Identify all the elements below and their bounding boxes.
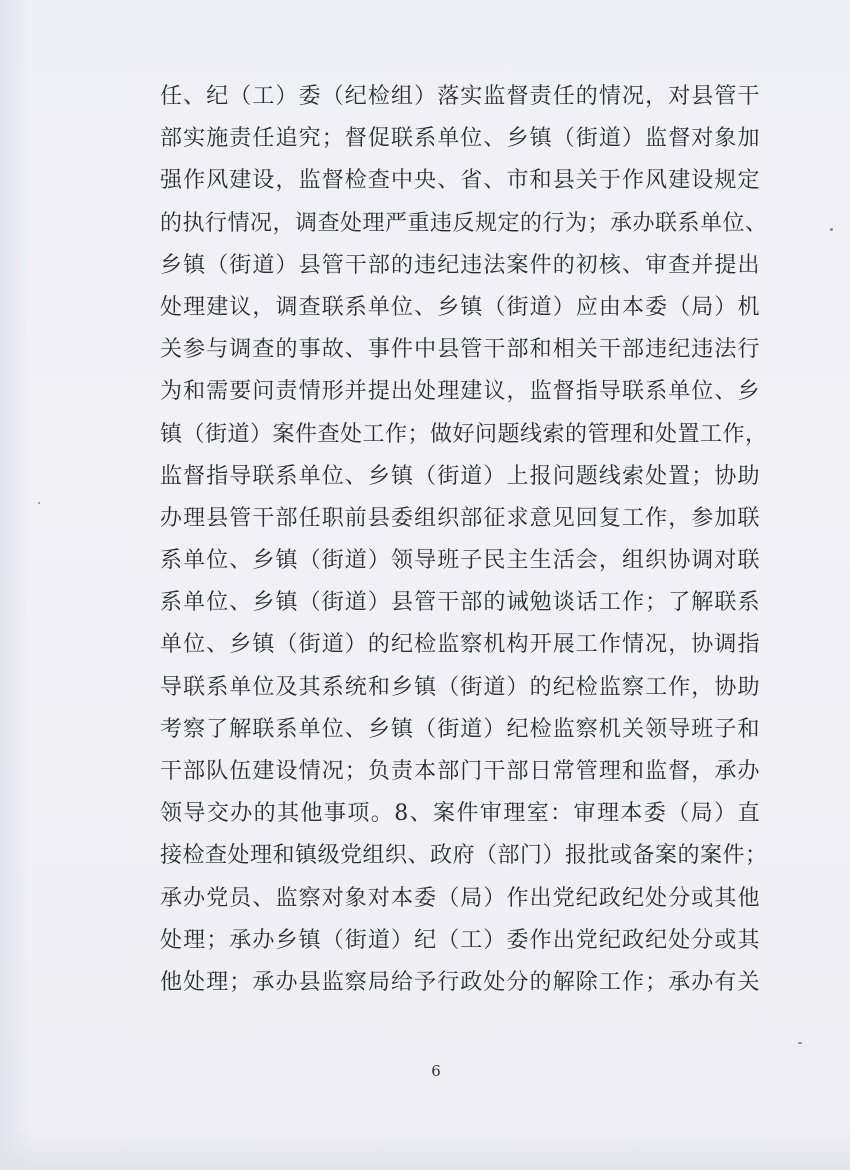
text-line: 镇（街道）案件查处工作；做好问题线索的管理和处置工作， bbox=[160, 421, 768, 447]
text-line: 干部队伍建设情况；负责本部门干部日常管理和监督，承办 bbox=[160, 759, 760, 784]
text-line: 办理县管干部任职前县委组织部征求意见回复工作，参加联 bbox=[160, 505, 760, 531]
text-line: 领导交办的其他事项。8、案件审理室：审理本委（局）直 bbox=[160, 801, 760, 827]
body-text bbox=[160, 76, 768, 1004]
text-line: 的执行情况，调查处理严重违反规定的行为；承办联系单位、 bbox=[160, 210, 768, 236]
text-line: 系单位、乡镇（街道）县管干部的诫勉谈话工作；了解联系 bbox=[160, 590, 760, 616]
text-line: 承办党员、监察对象对本委（局）作出党纪政纪处分或其他 bbox=[160, 885, 760, 911]
text-line: 他处理；承办县监察局给予行政处分的解除工作；承办有关 bbox=[160, 969, 760, 995]
text-line: 乡镇（街道）县管干部的违纪违法案件的初核、审查并提出 bbox=[160, 252, 760, 278]
text-line: 导联系单位及其系统和乡镇（街道）的纪检监察工作，协助 bbox=[160, 674, 760, 700]
scan-speck bbox=[798, 1042, 802, 1044]
text-line: 接检查处理和镇级党组织、政府（部门）报批或备案的案件； bbox=[160, 843, 768, 869]
text-line: 部实施责任追究；督促联系单位、乡镇（街道）监督对象加 bbox=[160, 126, 760, 152]
text-line: 单位、乡镇（街道）的纪检监察机构开展工作情况，协调指 bbox=[160, 632, 760, 658]
text-line: 处理；承办乡镇（街道）纪（工）委作出党纪政纪处分或其 bbox=[160, 927, 760, 953]
scan-speck bbox=[38, 502, 40, 504]
text-line: 系单位、乡镇（街道）领导班子民主生活会，组织协调对联 bbox=[160, 548, 760, 574]
text-line: 任、纪（工）委（纪检组）落实监督责任的情况，对县管干 bbox=[160, 84, 760, 109]
page-number: 6 bbox=[431, 1062, 441, 1080]
text-line: 强作风建设，监督检查中央、省、市和县关于作风建设规定 bbox=[160, 168, 760, 194]
text-line: 处理建议，调查联系单位、乡镇（街道）应由本委（局）机 bbox=[160, 294, 760, 320]
text-line: 考察了解联系单位、乡镇（街道）纪检监察机关领导班子和 bbox=[160, 716, 760, 742]
scan-speck bbox=[830, 228, 833, 231]
text-line: 关参与调查的事故、事件中县管干部和相关干部违纪违法行 bbox=[160, 337, 760, 363]
text-line: 为和需要问责情形并提出处理建议，监督指导联系单位、乡 bbox=[160, 379, 760, 405]
text-line: 监督指导联系单位、乡镇（街道）上报问题线索处置；协助 bbox=[160, 463, 760, 489]
